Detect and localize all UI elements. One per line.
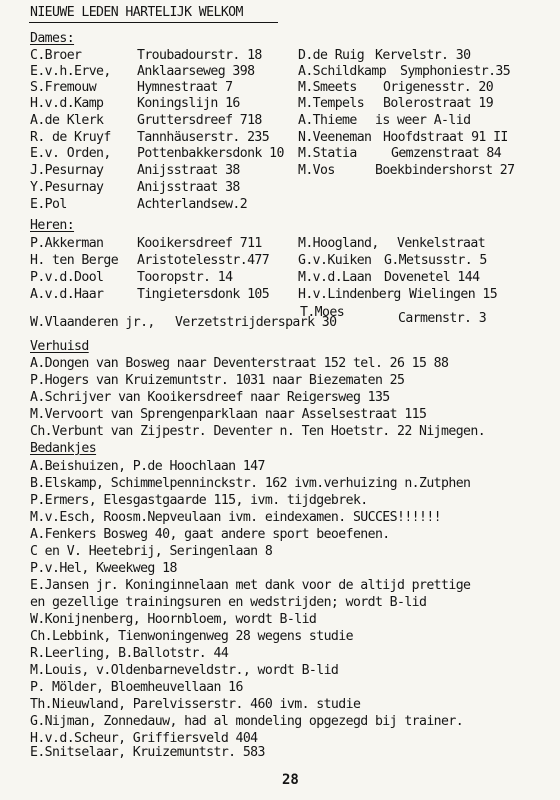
heren-left-address: Kooikersdreef 711	[137, 236, 262, 251]
verhuisd-line: A.Dongen van Bosweg naar Deventerstraat 152 tel. 26 15 88	[30, 356, 449, 371]
dames-right-name: M.Smeets	[298, 80, 357, 95]
bedankjes-line: E.Jansen jr. Koninginnelaan met dank voor de altijd prettige	[30, 578, 471, 593]
dames-left-name: E.Pol	[30, 197, 67, 212]
dames-left-address: Tannhäuserstr. 235	[137, 130, 270, 145]
bedankjes-line: H.v.d.Scheur, Griffiersveld 404	[30, 731, 258, 746]
dames-left-address: Pottenbakkersdonk 10	[137, 146, 284, 161]
bedankjes-heading: Bedankjes	[30, 441, 97, 456]
bedankjes-line: A.Beishuizen, P.de Hoochlaan 147	[30, 459, 265, 474]
bedankjes-line: en gezellige trainingsuren en wedstrijden; wordt B-lid	[30, 595, 427, 610]
verhuisd-line: Ch.Verbunt van Zijpestr. Deventer n. Ten Hoetstr. 22 Nijmegen.	[30, 424, 486, 439]
bedankjes-line: P.Ermers, Elesgastgaarde 115, ivm. tijdgebrek.	[30, 493, 368, 508]
heren-right-address: Carmenstr. 3	[398, 311, 487, 326]
heren-right-name: M.Hoogland,	[298, 236, 379, 251]
dames-right-name: A.Thieme	[298, 113, 357, 128]
heren-left-name: H. ten Berge	[30, 253, 119, 268]
dames-right-name: N.Veeneman	[298, 130, 372, 145]
bedankjes-line: P. Mölder, Bloemheuvellaan 16	[30, 680, 243, 695]
heren-left-address: Tooropstr. 14	[137, 270, 233, 285]
dames-right-address: Gemzenstraat 84	[391, 146, 502, 161]
heren-right-address: G.Metsusstr. 5	[384, 253, 487, 268]
bedankjes-line: M.Louis, v.Oldenbarneveldstr., wordt B-lid	[30, 663, 339, 678]
dames-left-name: Y.Pesurnay	[30, 180, 104, 195]
page-number: 28	[282, 772, 299, 788]
dames-left-name: A.de Klerk	[30, 113, 104, 128]
dames-left-name: H.v.d.Kamp	[30, 96, 104, 111]
heren-right-address: Venkelstraat	[397, 236, 486, 251]
bedankjes-line: E.Snitselaar, Kruizemuntstr. 583	[30, 745, 265, 760]
bedankjes-line: G.Nijman, Zonnedauw, had al mondeling opgezegd bij trainer.	[30, 714, 464, 729]
heren-left-name: P.v.d.Dool	[30, 270, 104, 285]
bedankjes-line: A.Fenkers Bosweg 40, gaat andere sport beoefenen.	[30, 527, 390, 542]
dames-left-address: Koningslijn 16	[137, 96, 240, 111]
dames-left-name: J.Pesurnay	[30, 163, 104, 178]
heren-right-address: Dovenetel 144	[384, 270, 480, 285]
dames-right-name: M.Tempels	[298, 96, 365, 111]
dames-right-address: Bolerostraat 19	[383, 96, 494, 111]
dames-right-address: is weer A-lid	[375, 113, 471, 128]
verhuisd-line: A.Schrijver van Kooikersdreef naar Reigersweg 135	[30, 390, 390, 405]
heren-left-address: Aristotelesstr.477	[137, 253, 270, 268]
dames-right-address: Symphoniestr.35	[400, 64, 511, 79]
verhuisd-line: P.Hogers van Kruizemuntstr. 1031 naar Biezematen 25	[30, 373, 405, 388]
dames-right-address: Hoofdstraat 91 II	[383, 130, 508, 145]
heren-right-address: Wielingen 15	[409, 287, 498, 302]
bedankjes-line: M.v.Esch, Roosm.Nepveulaan ivm. eindexamen. SUCCES!!!!!!	[30, 510, 442, 525]
heren-right-name: T.Moes	[300, 305, 345, 320]
dames-left-address: Troubadourstr. 18	[137, 48, 262, 63]
dames-left-address: Gruttersdreef 718	[137, 113, 262, 128]
heren-left-name: A.v.d.Haar	[30, 287, 104, 302]
dames-heading: Dames:	[30, 31, 75, 46]
dames-left-name: R. de Kruyf	[30, 130, 111, 145]
dames-right-address: Origenesstr. 20	[383, 80, 494, 95]
title-underline	[29, 22, 278, 23]
heren-left-name: P.Akkerman	[30, 236, 104, 251]
dames-right-name: D.de Ruig	[298, 48, 365, 63]
dames-left-name: S.Fremouw	[30, 80, 97, 95]
dames-right-address: Kervelstr. 30	[375, 48, 471, 63]
bedankjes-line: Th.Nieuwland, Parelvisserstr. 460 ivm. studie	[30, 697, 361, 712]
heren-left-address: Verzetstrijderspark 30	[175, 315, 337, 330]
dames-right-name: A.Schildkamp	[298, 64, 387, 79]
heren-right-name: H.v.Lindenberg	[298, 287, 401, 302]
bedankjes-line: R.Leerling, B.Ballotstr. 44	[30, 646, 229, 661]
dames-left-name: E.v.h.Erve,	[30, 64, 111, 79]
heren-left-address: Tingietersdonk 105	[137, 287, 270, 302]
dames-left-address: Anijsstraat 38	[137, 180, 240, 195]
dames-left-address: Anklaarseweg 398	[137, 64, 255, 79]
dames-right-address: Boekbindershorst 27	[375, 163, 515, 178]
dames-left-address: Achterlandsew.2	[137, 197, 248, 212]
page-title: NIEUWE LEDEN HARTELIJK WELKOM	[30, 5, 243, 20]
heren-left-name: W.Vlaanderen jr.,	[30, 315, 155, 330]
verhuisd-line: M.Vervoort van Sprengenparklaan naar Asselsestraat 115	[30, 407, 427, 422]
dames-left-name: E.v. Orden,	[30, 146, 111, 161]
dames-left-address: Hymnestraat 7	[137, 80, 233, 95]
dames-left-name: C.Broer	[30, 48, 82, 63]
heren-right-name: M.v.d.Laan	[298, 270, 372, 285]
dames-left-address: Anijsstraat 38	[137, 163, 240, 178]
heren-right-name: G.v.Kuiken	[298, 253, 372, 268]
bedankjes-line: W.Konijnenberg, Hoornbloem, wordt B-lid	[30, 612, 317, 627]
dames-right-name: M.Statia	[298, 146, 357, 161]
bedankjes-line: C en V. Heetebrij, Seringenlaan 8	[30, 544, 273, 559]
bedankjes-line: B.Elskamp, Schimmelpenninckstr. 162 ivm.verhuizing n.Zutphen	[30, 476, 471, 491]
verhuisd-heading: Verhuisd	[30, 339, 89, 354]
bedankjes-line: P.v.Hel, Kweekweg 18	[30, 561, 177, 576]
dames-right-name: M.Vos	[298, 163, 335, 178]
heren-heading: Heren:	[30, 218, 75, 233]
bedankjes-line: Ch.Lebbink, Tienwoningenweg 28 wegens studie	[30, 629, 353, 644]
